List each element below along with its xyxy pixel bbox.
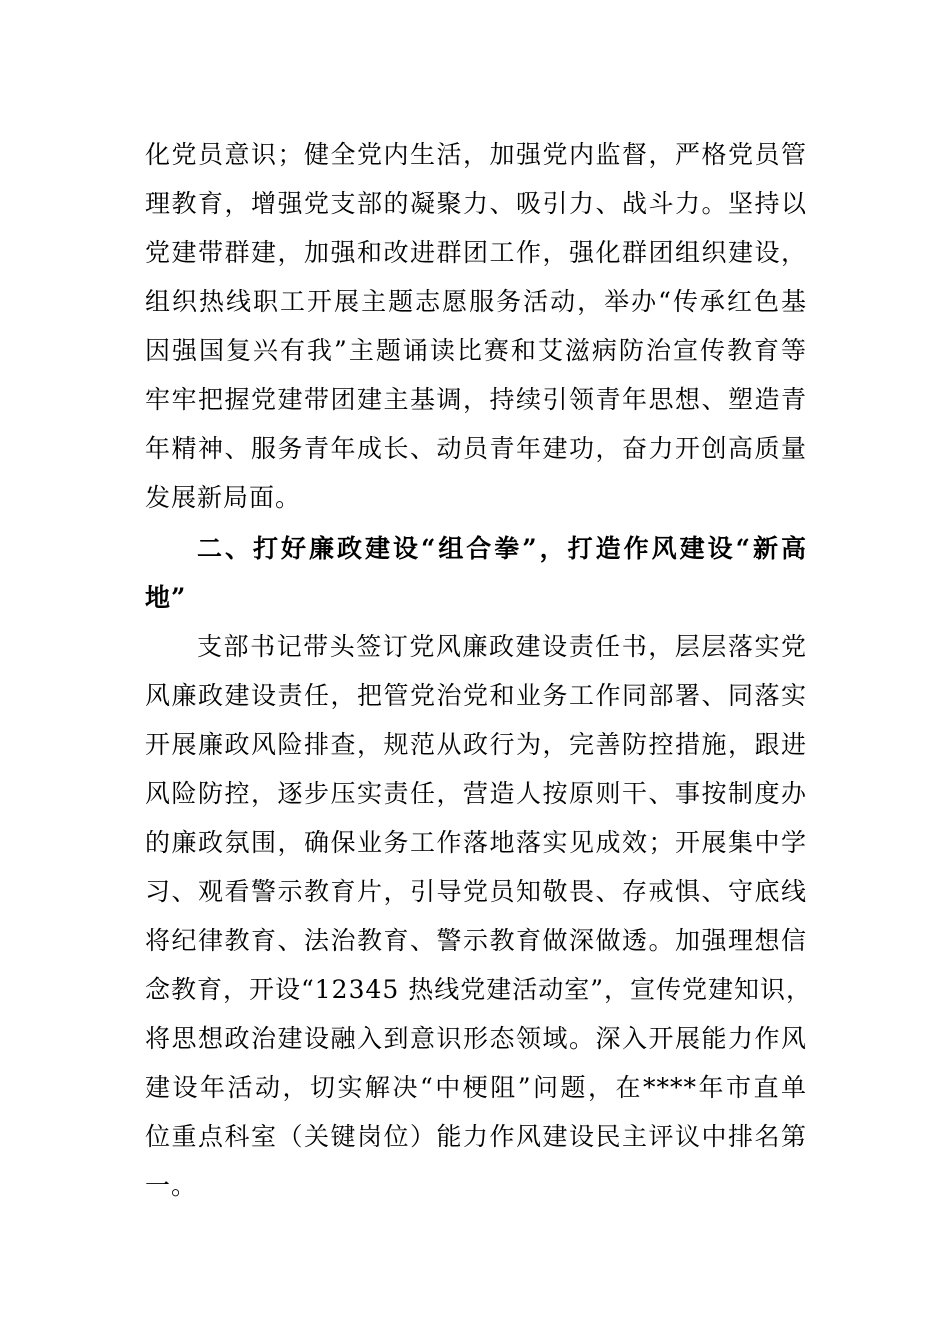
text-line: 将思想政治建设融入到意识形态领域。深入开展能力作风 xyxy=(145,1024,807,1053)
text-line: 因强国复兴有我”主题诵读比赛和艾滋病防治宣传教育等 xyxy=(145,336,807,365)
text-line: 组织热线职工开展主题志愿服务活动，举办“传承红色基 xyxy=(145,287,807,316)
text-line: 发展新局面。 xyxy=(145,483,302,512)
text-line: 开展廉政风险排查，规范从政行为，完善防控措施，跟进 xyxy=(145,730,807,759)
text-line: 化党员意识；健全党内生活，加强党内监督，严格党员管 xyxy=(145,140,807,169)
text-line: 习、观看警示教育片，引导党员知敬畏、存戒惧、守底线 xyxy=(145,877,807,906)
text-line: 年精神、服务青年成长、动员青年建功，奋力开创高质量 xyxy=(145,434,807,463)
heading-line: 二、打好廉政建设“组合拳”，打造作风建设“新高 xyxy=(197,534,807,563)
body-paragraph xyxy=(145,130,807,522)
text-line: 的廉政氛围，确保业务工作落地落实见成效；开展集中学 xyxy=(145,828,807,857)
text-line: 党建带群建，加强和改进群团工作，强化群团组织建设， xyxy=(145,238,807,267)
heading-line: 地” xyxy=(145,583,187,612)
text-line: 支部书记带头签订党风廉政建设责任书，层层落实党 xyxy=(197,632,807,661)
body-paragraph xyxy=(145,622,813,1210)
text-line: 风险防控，逐步压实责任，营造人按原则干、事按制度办 xyxy=(145,779,807,808)
section-heading xyxy=(145,524,807,622)
text-line: 建设年活动，切实解决“中梗阻”问题，在****年市直单 xyxy=(145,1073,807,1102)
text-line: 将纪律教育、法治教育、警示教育做深做透。加强理想信 xyxy=(145,926,807,955)
text-line: 理教育，增强党支部的凝聚力、吸引力、战斗力。坚持以 xyxy=(145,189,807,218)
document-page xyxy=(145,130,813,1210)
text-line: 牢牢把握党建带团建主基调，持续引领青年思想、塑造青 xyxy=(145,385,807,414)
text-line: 位重点科室（关键岗位）能力作风建设民主评议中排名第 xyxy=(145,1122,807,1151)
text-line: 一。 xyxy=(145,1171,198,1200)
text-line: 念教育，开设“12345 热线党建活动室”，宣传党建知识， xyxy=(145,975,813,1004)
text-line: 风廉政建设责任，把管党治党和业务工作同部署、同落实 xyxy=(145,681,807,710)
